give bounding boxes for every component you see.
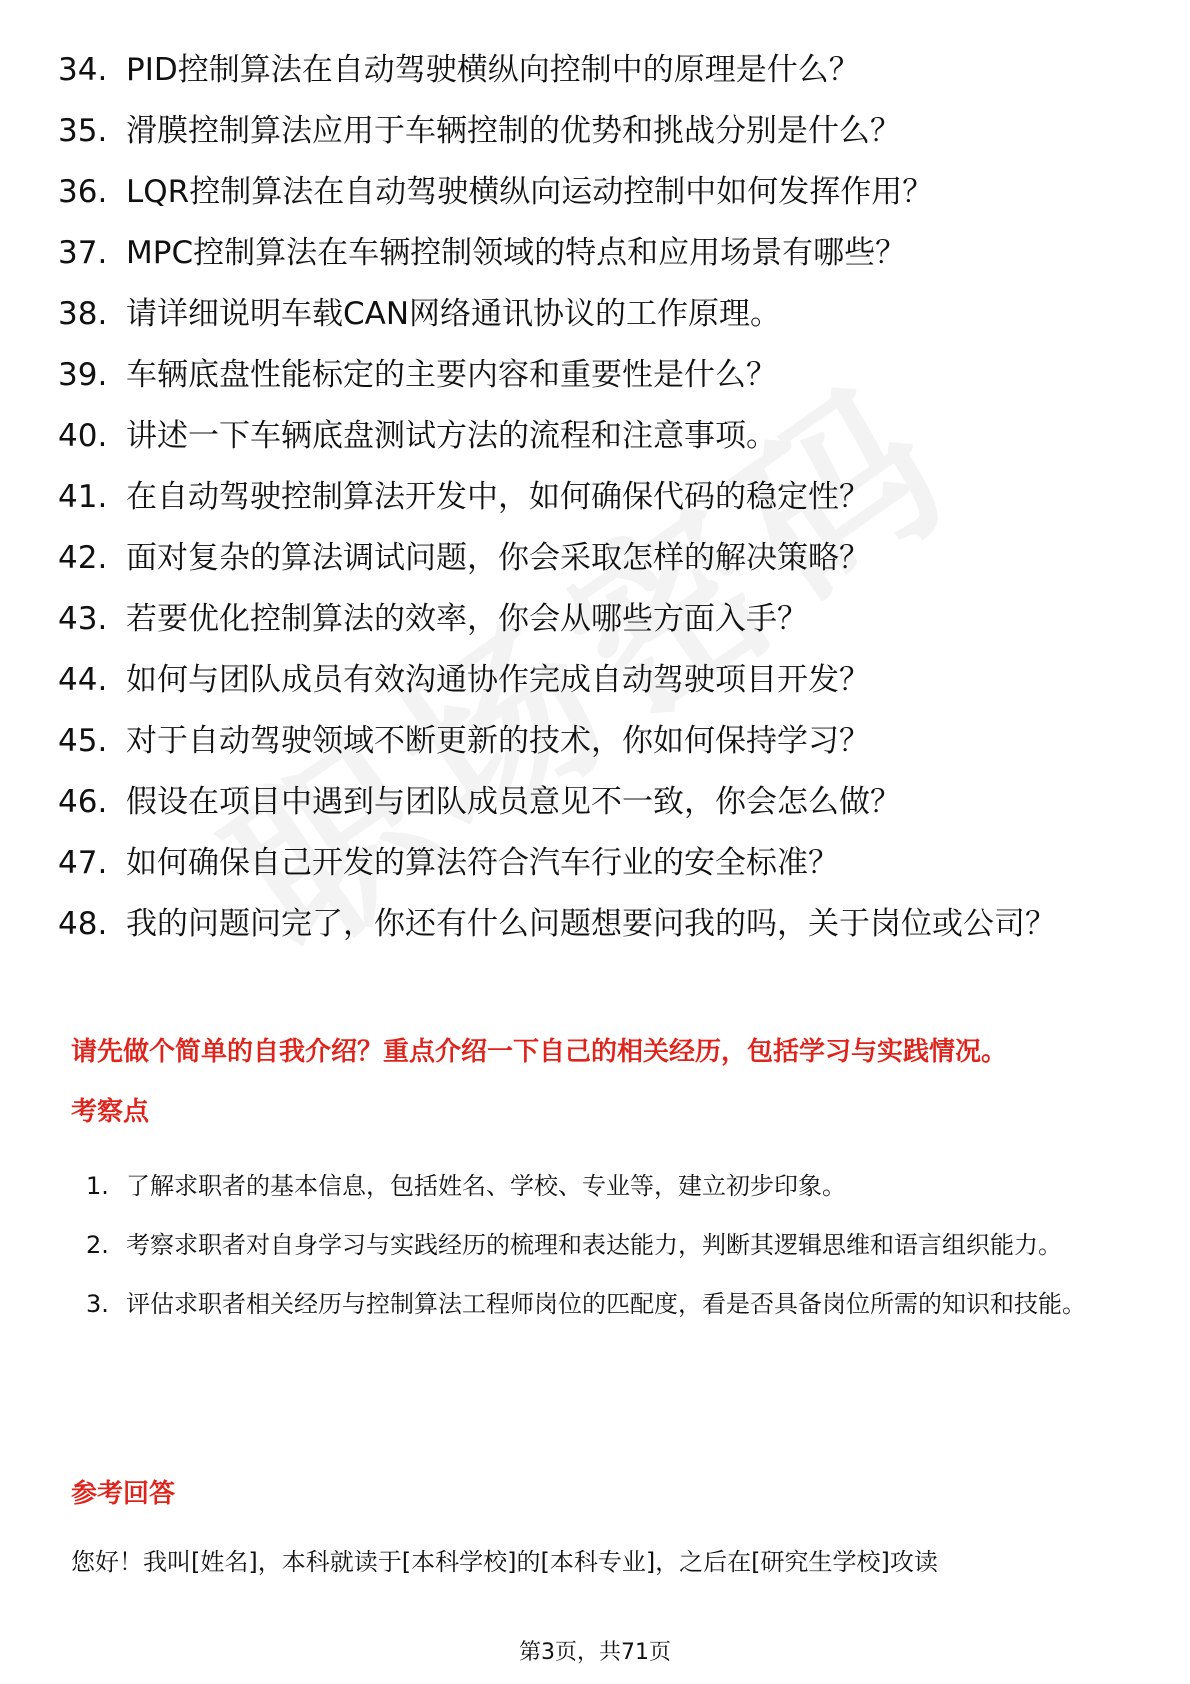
question-number: 35. — [58, 113, 108, 149]
featured-question: 请先做个简单的自我介绍？重点介绍一下自己的相关经历，包括学习与实践情况。 — [71, 1037, 1008, 1067]
question-item — [0, 656, 1190, 704]
point-number: 3. — [86, 1290, 109, 1318]
question-text: 面对复杂的算法调试问题，你会采取怎样的解决策略？ — [126, 540, 870, 576]
question-text: 滑膜控制算法应用于车辆控制的优势和挑战分别是什么？ — [126, 113, 901, 149]
question-number: 45. — [58, 723, 108, 759]
question-text: 在自动驾驶控制算法开发中，如何确保代码的稳定性？ — [126, 479, 870, 515]
question-number: 41. — [58, 479, 108, 515]
question-item — [0, 229, 1190, 277]
question-item — [0, 595, 1190, 643]
question-text: LQR控制算法在自动驾驶横纵向运动控制中如何发挥作用？ — [126, 174, 934, 210]
question-item — [0, 534, 1190, 582]
question-item — [0, 46, 1190, 94]
point-text: 考察求职者对自身学习与实践经历的梳理和表达能力，判断其逻辑思维和语言组织能力。 — [126, 1231, 1062, 1259]
question-item — [0, 351, 1190, 399]
assessment-point — [0, 1217, 1190, 1274]
reference-heading: 参考回答 — [71, 1479, 176, 1509]
reference-answer: 您好！我叫[姓名]，本科就读于[本科学校]的[本科专业]，之后在[研究生学校]攻读 — [71, 1548, 938, 1576]
question-item — [0, 290, 1190, 338]
question-text: 讲述一下车辆底盘测试方法的流程和注意事项。 — [126, 418, 777, 454]
assessment-point — [0, 1158, 1190, 1215]
question-number: 44. — [58, 662, 108, 698]
question-number: 46. — [58, 784, 108, 820]
question-text: 对于自动驾驶领域不断更新的技术，你如何保持学习？ — [126, 723, 870, 759]
question-number: 37. — [58, 235, 108, 271]
question-text: 我的问题问完了，你还有什么问题想要问我的吗，关于岗位或公司？ — [126, 906, 1056, 942]
question-item — [0, 412, 1190, 460]
question-number: 36. — [58, 174, 108, 210]
question-number: 39. — [58, 357, 108, 393]
question-text: PID控制算法在自动驾驶横纵向控制中的原理是什么？ — [126, 52, 860, 88]
question-item — [0, 107, 1190, 155]
question-text: 假设在项目中遇到与团队成员意见不一致，你会怎么做？ — [126, 784, 901, 820]
question-text: MPC控制算法在车辆控制领域的特点和应用场景有哪些？ — [126, 235, 907, 271]
point-text: 评估求职者相关经历与控制算法工程师岗位的匹配度，看是否具备岗位所需的知识和技能。 — [126, 1290, 1086, 1318]
question-list — [0, 46, 1190, 961]
question-number: 38. — [58, 296, 108, 332]
question-number: 48. — [58, 906, 108, 942]
question-text: 如何确保自己开发的算法符合汽车行业的安全标准？ — [126, 845, 839, 881]
question-text: 若要优化控制算法的效率，你会从哪些方面入手？ — [126, 601, 808, 637]
assessment-point — [0, 1276, 1190, 1333]
question-item — [0, 168, 1190, 216]
assessment-points — [0, 1158, 1190, 1335]
question-number: 47. — [58, 845, 108, 881]
question-item — [0, 900, 1190, 948]
question-item — [0, 473, 1190, 521]
point-number: 1. — [86, 1172, 109, 1200]
question-item — [0, 839, 1190, 887]
question-number: 43. — [58, 601, 108, 637]
question-item — [0, 717, 1190, 765]
question-number: 42. — [58, 540, 108, 576]
assessment-heading: 考察点 — [71, 1097, 150, 1127]
point-text: 了解求职者的基本信息，包括姓名、学校、专业等，建立初步印象。 — [126, 1172, 846, 1200]
point-number: 2. — [86, 1231, 109, 1259]
question-text: 请详细说明车载CAN网络通讯协议的工作原理。 — [126, 296, 782, 332]
question-text: 车辆底盘性能标定的主要内容和重要性是什么？ — [126, 357, 777, 393]
question-number: 34. — [58, 52, 108, 88]
question-item — [0, 778, 1190, 826]
question-number: 40. — [58, 418, 108, 454]
question-text: 如何与团队成员有效沟通协作完成自动驾驶项目开发？ — [126, 662, 870, 698]
page-footer: 第3页，共71页 — [519, 1640, 671, 1665]
